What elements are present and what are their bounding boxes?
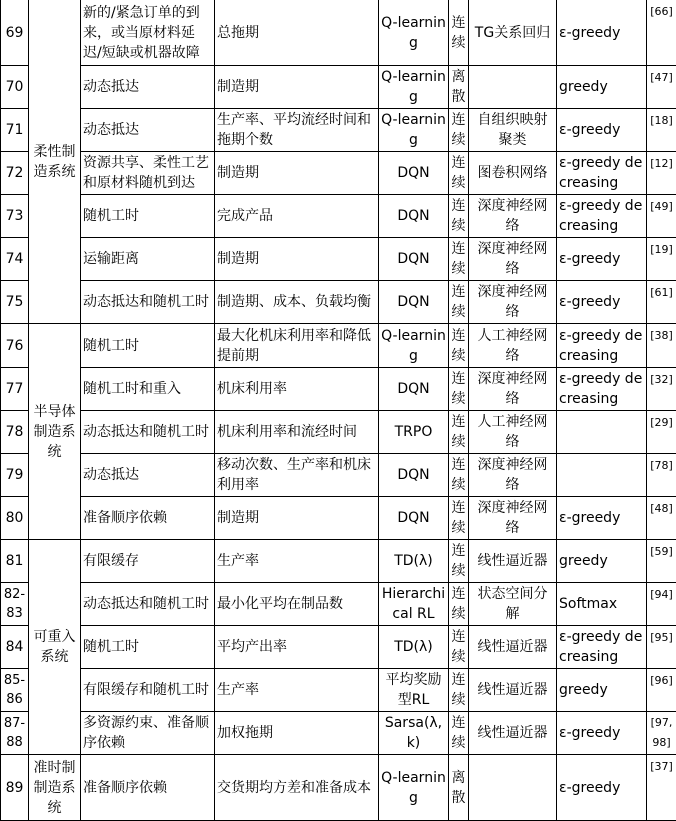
- disturbance-cell: 随机工时: [81, 195, 215, 238]
- objective-cell: 制造期: [215, 238, 379, 281]
- system-type-cell: 可重入系统: [29, 540, 81, 755]
- objective-cell: 制造期: [215, 66, 379, 109]
- approximator-cell: [469, 755, 557, 821]
- state-space-cell: 连续: [449, 411, 469, 454]
- approximator-cell: 深度神经网络: [469, 454, 557, 497]
- row-number: 81: [1, 540, 29, 583]
- system-type-cell: 柔性制造系统: [29, 0, 81, 324]
- algorithm-cell: DQN: [379, 238, 449, 281]
- algorithm-cell: Sarsa(λ,k): [379, 712, 449, 755]
- reference-cell: [49]: [647, 195, 676, 238]
- approximator-cell: 线性逼近器: [469, 712, 557, 755]
- state-space-cell: 连续: [449, 669, 469, 712]
- state-space-cell: 连续: [449, 583, 469, 626]
- reference-cell: [37]: [647, 755, 676, 821]
- state-space-cell: 连续: [449, 195, 469, 238]
- row-number: 71: [1, 109, 29, 152]
- table-row: [1, 281, 676, 324]
- reference-cell: [94]: [647, 583, 676, 626]
- algorithm-cell: Q-learning: [379, 0, 449, 66]
- policy-cell: greedy: [557, 66, 647, 109]
- table-row: [1, 411, 676, 454]
- state-space-cell: 连续: [449, 368, 469, 411]
- reference-cell: [48]: [647, 497, 676, 540]
- policy-cell: [557, 454, 647, 497]
- algorithm-cell: DQN: [379, 497, 449, 540]
- row-number: 79: [1, 454, 29, 497]
- table-row: [1, 195, 676, 238]
- table-row: [1, 66, 676, 109]
- disturbance-cell: 多资源约束、准备顺序依赖: [81, 712, 215, 755]
- disturbance-cell: 准备顺序依赖: [81, 497, 215, 540]
- policy-cell: ε-greedy: [557, 109, 647, 152]
- objective-cell: 制造期: [215, 497, 379, 540]
- table-row: [1, 626, 676, 669]
- reference-cell: [32]: [647, 368, 676, 411]
- algorithm-cell: DQN: [379, 281, 449, 324]
- state-space-cell: 连续: [449, 712, 469, 755]
- reference-cell: [47]: [647, 66, 676, 109]
- row-number: 70: [1, 66, 29, 109]
- approximator-cell: 人工神经网络: [469, 411, 557, 454]
- row-number: 87-88: [1, 712, 29, 755]
- algorithm-cell: TD(λ): [379, 540, 449, 583]
- approximator-cell: 深度神经网络: [469, 238, 557, 281]
- row-number: 72: [1, 152, 29, 195]
- disturbance-cell: 资源共享、柔性工艺和原材料随机到达: [81, 152, 215, 195]
- reference-cell: [59]: [647, 540, 676, 583]
- reference-cell: [78]: [647, 454, 676, 497]
- policy-cell: ε-greedy: [557, 238, 647, 281]
- objective-cell: 生产率: [215, 669, 379, 712]
- policy-cell: ε-greedy: [557, 497, 647, 540]
- table-row: [1, 583, 676, 626]
- state-space-cell: 连续: [449, 454, 469, 497]
- state-space-cell: 离散: [449, 66, 469, 109]
- approximator-cell: [469, 66, 557, 109]
- policy-cell: greedy: [557, 669, 647, 712]
- policy-cell: ε-greedy: [557, 0, 647, 66]
- table-row: [1, 454, 676, 497]
- disturbance-cell: 动态抵达: [81, 66, 215, 109]
- reference-cell: [12]: [647, 152, 676, 195]
- table-row: [1, 368, 676, 411]
- table-row: [1, 238, 676, 281]
- approximator-cell: 深度神经网络: [469, 368, 557, 411]
- algorithm-cell: DQN: [379, 195, 449, 238]
- system-type-cell: 准时制制造系统: [29, 755, 81, 821]
- approximator-cell: 状态空间分解: [469, 583, 557, 626]
- reference-cell: [61]: [647, 281, 676, 324]
- table-row: [1, 669, 676, 712]
- algorithm-cell: Q-learning: [379, 109, 449, 152]
- objective-cell: 生产率: [215, 540, 379, 583]
- algorithm-cell: DQN: [379, 368, 449, 411]
- disturbance-cell: 随机工时: [81, 324, 215, 368]
- reference-cell: [95]: [647, 626, 676, 669]
- objective-cell: 机床利用率和流经时间: [215, 411, 379, 454]
- approximator-cell: 深度神经网络: [469, 281, 557, 324]
- disturbance-cell: 动态抵达: [81, 454, 215, 497]
- algorithm-cell: Q-learning: [379, 66, 449, 109]
- disturbance-cell: 动态抵达: [81, 109, 215, 152]
- disturbance-cell: 随机工时: [81, 626, 215, 669]
- policy-cell: ε-greedy decreasing: [557, 152, 647, 195]
- table-row: [1, 109, 676, 152]
- objective-cell: 总拖期: [215, 0, 379, 66]
- disturbance-cell: 准备顺序依赖: [81, 755, 215, 821]
- policy-cell: ε-greedy: [557, 712, 647, 755]
- disturbance-cell: 动态抵达和随机工时: [81, 411, 215, 454]
- table-body: [1, 0, 676, 821]
- policy-cell: ε-greedy: [557, 281, 647, 324]
- policy-cell: greedy: [557, 540, 647, 583]
- disturbance-cell: 随机工时和重入: [81, 368, 215, 411]
- objective-cell: 平均产出率: [215, 626, 379, 669]
- approximator-cell: 深度神经网络: [469, 195, 557, 238]
- policy-cell: [557, 411, 647, 454]
- reference-cell: [19]: [647, 238, 676, 281]
- reference-cell: [29]: [647, 411, 676, 454]
- algorithm-cell: Hierarchical RL: [379, 583, 449, 626]
- table-row: [1, 497, 676, 540]
- disturbance-cell: 有限缓存和随机工时: [81, 669, 215, 712]
- system-type-cell: 半导体制造系统: [29, 324, 81, 540]
- algorithm-cell: Q-learning: [379, 324, 449, 368]
- state-space-cell: 连续: [449, 540, 469, 583]
- table-row: [1, 324, 676, 368]
- state-space-cell: 连续: [449, 238, 469, 281]
- row-number: 89: [1, 755, 29, 821]
- row-number: 73: [1, 195, 29, 238]
- state-space-cell: 连续: [449, 497, 469, 540]
- algorithm-cell: TD(λ): [379, 626, 449, 669]
- approximator-cell: 线性逼近器: [469, 540, 557, 583]
- table-row: [1, 755, 676, 821]
- algorithm-cell: 平均奖励型RL: [379, 669, 449, 712]
- objective-cell: 移动次数、生产率和机床利用率: [215, 454, 379, 497]
- reference-cell: [38]: [647, 324, 676, 368]
- row-number: 76: [1, 324, 29, 368]
- state-space-cell: 离散: [449, 755, 469, 821]
- objective-cell: 生产率、平均流经时间和拖期个数: [215, 109, 379, 152]
- disturbance-cell: 有限缓存: [81, 540, 215, 583]
- algorithm-cell: Q-learning: [379, 755, 449, 821]
- objective-cell: 最小化平均在制品数: [215, 583, 379, 626]
- row-number: 78: [1, 411, 29, 454]
- row-number: 82-83: [1, 583, 29, 626]
- policy-cell: ε-greedy decreasing: [557, 195, 647, 238]
- reference-cell: [18]: [647, 109, 676, 152]
- state-space-cell: 连续: [449, 0, 469, 66]
- approximator-cell: 图卷积网络: [469, 152, 557, 195]
- approximator-cell: 自组织映射聚类: [469, 109, 557, 152]
- row-number: 75: [1, 281, 29, 324]
- table-row: [1, 152, 676, 195]
- objective-cell: 完成产品: [215, 195, 379, 238]
- objective-cell: 加权拖期: [215, 712, 379, 755]
- table-row: [1, 712, 676, 755]
- table-row: [1, 0, 676, 66]
- state-space-cell: 连续: [449, 324, 469, 368]
- row-number: 80: [1, 497, 29, 540]
- reference-cell: [97, 98]: [647, 712, 676, 755]
- policy-cell: Softmax: [557, 583, 647, 626]
- approximator-cell: 线性逼近器: [469, 626, 557, 669]
- objective-cell: 制造期、成本、负载均衡: [215, 281, 379, 324]
- policy-cell: ε-greedy decreasing: [557, 324, 647, 368]
- row-number: 85-86: [1, 669, 29, 712]
- table-row: [1, 540, 676, 583]
- policy-cell: ε-greedy decreasing: [557, 626, 647, 669]
- policy-cell: ε-greedy: [557, 755, 647, 821]
- disturbance-cell: 动态抵达和随机工时: [81, 281, 215, 324]
- row-number: 77: [1, 368, 29, 411]
- objective-cell: 最大化机床利用率和降低提前期: [215, 324, 379, 368]
- policy-cell: ε-greedy decreasing: [557, 368, 647, 411]
- objective-cell: 制造期: [215, 152, 379, 195]
- disturbance-cell: 动态抵达和随机工时: [81, 583, 215, 626]
- state-space-cell: 连续: [449, 626, 469, 669]
- row-number: 69: [1, 0, 29, 66]
- disturbance-cell: 新的/紧急订单的到来，或当原材料延迟/短缺或机器故障: [81, 0, 215, 66]
- approximator-cell: 人工神经网络: [469, 324, 557, 368]
- algorithm-cell: DQN: [379, 454, 449, 497]
- reference-cell: [96]: [647, 669, 676, 712]
- state-space-cell: 连续: [449, 109, 469, 152]
- approximator-cell: 线性逼近器: [469, 669, 557, 712]
- state-space-cell: 连续: [449, 281, 469, 324]
- reference-cell: [66]: [647, 0, 676, 66]
- row-number: 84: [1, 626, 29, 669]
- algorithm-cell: DQN: [379, 152, 449, 195]
- objective-cell: 机床利用率: [215, 368, 379, 411]
- disturbance-cell: 运输距离: [81, 238, 215, 281]
- objective-cell: 交货期均方差和准备成本: [215, 755, 379, 821]
- approximator-cell: TG关系回归: [469, 0, 557, 66]
- state-space-cell: 连续: [449, 152, 469, 195]
- algorithm-cell: TRPO: [379, 411, 449, 454]
- row-number: 74: [1, 238, 29, 281]
- approximator-cell: 深度神经网络: [469, 497, 557, 540]
